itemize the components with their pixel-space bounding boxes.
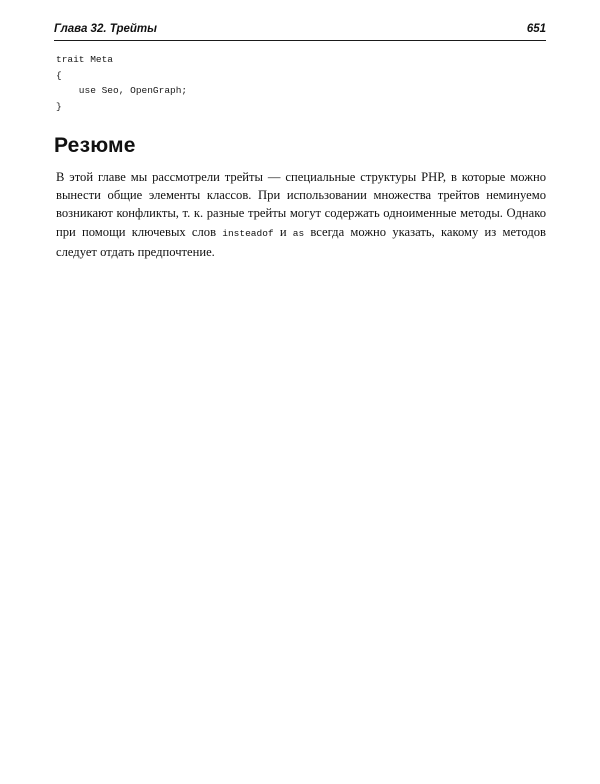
chapter-title: Глава 32. Трейты: [54, 23, 157, 35]
page-number: 651: [526, 23, 546, 35]
paragraph-text: и: [273, 224, 293, 239]
running-header: [54, 22, 546, 41]
code-line: }: [56, 100, 62, 112]
keyword-as: as: [292, 227, 305, 239]
code-listing: [56, 52, 187, 114]
section-heading: Резюме: [54, 134, 136, 157]
summary-paragraph: [56, 168, 546, 261]
code-line: use Seo, OpenGraph;: [56, 85, 188, 96]
paragraph-text: В этой главе мы рассмотрели трейты — специальные структуры PHP, в которые можно вынести общие элементы классов. При использовании множества трейтов неминуемо возникают конфликты, т. к. разные трейты могут содержать одноименные методы. Однако при помощи ключевых слов: [56, 170, 546, 239]
paragraph-text: всегда можно указать, какому из методов следует отдать предпочтение.: [56, 224, 546, 259]
keyword-insteadof: insteadof: [222, 227, 274, 239]
code-line: trait Meta: [56, 54, 114, 65]
code-line: {: [56, 69, 62, 81]
